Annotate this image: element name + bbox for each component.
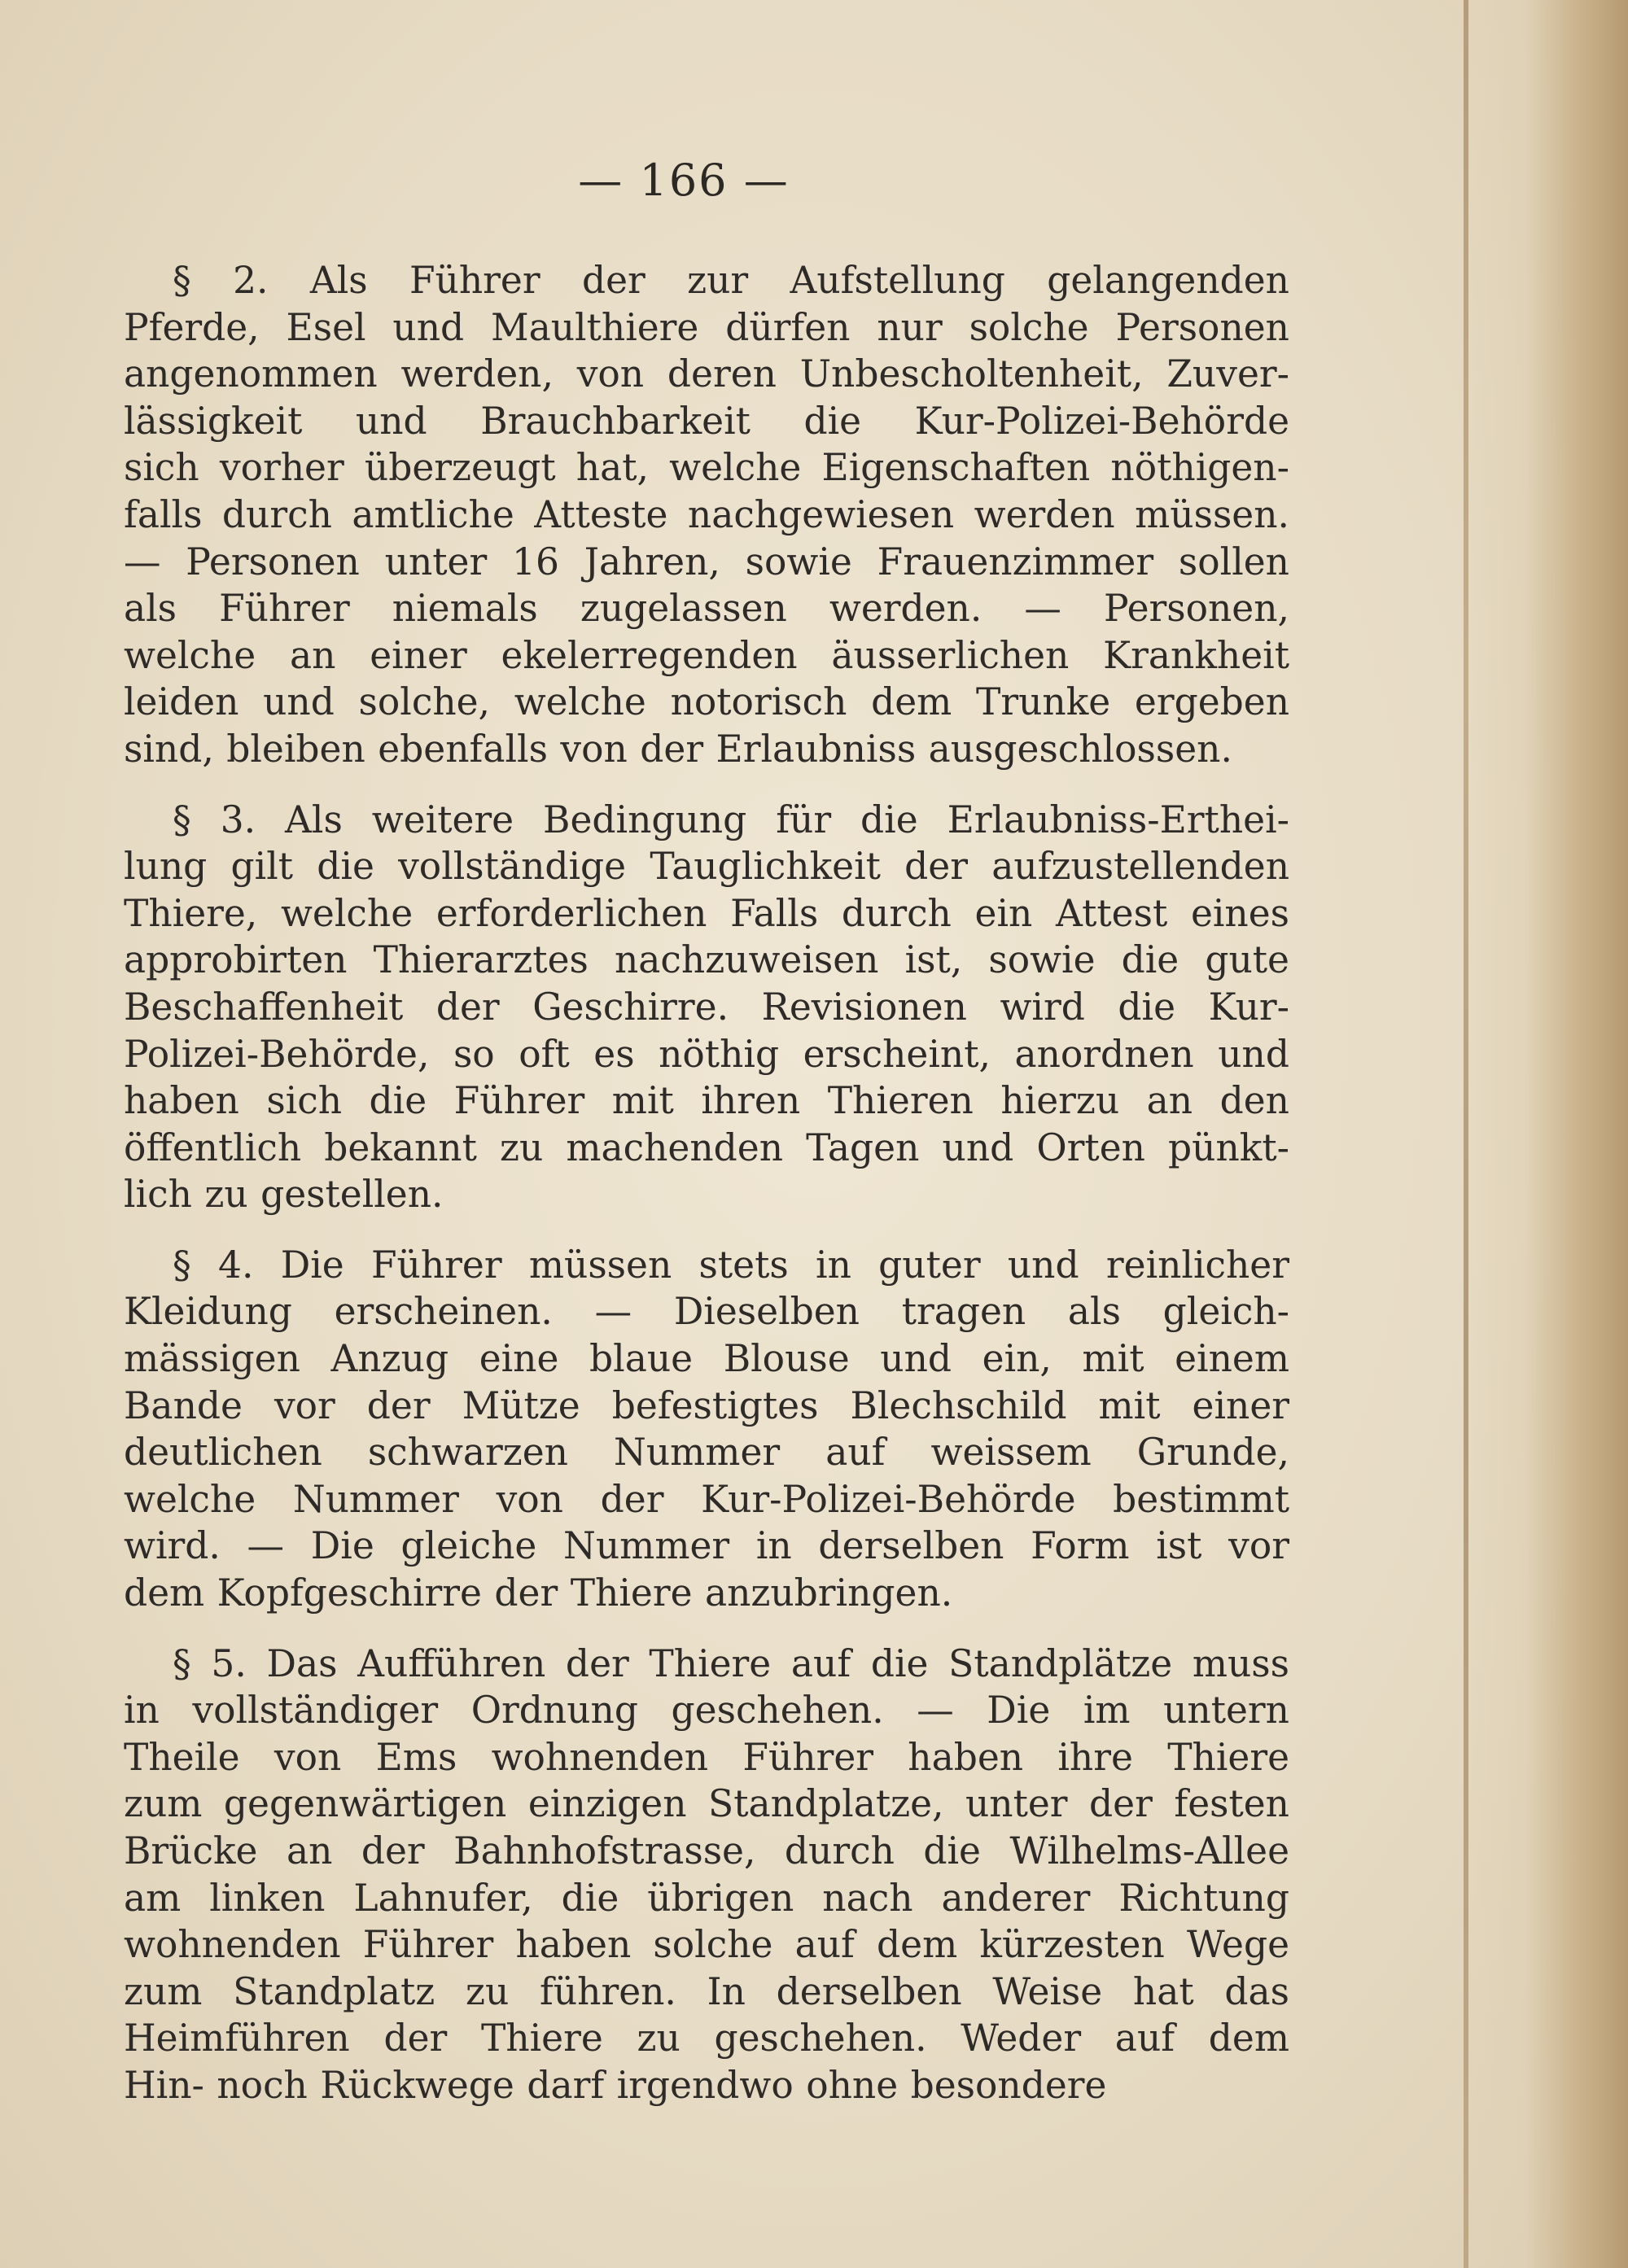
text-line: mässigen Anzug eine blaue Blouse und ein, mit einem [124,1337,1289,1381]
page-edge-shading [1457,0,1628,2268]
text-line: Hin- noch Rückwege darf irgendwo ohne besondere [124,2063,1107,2107]
text-line: — Personen unter 16 Jahren, sowie Frauenzimmer sollen [124,540,1289,583]
text-line: approbirten Thierarztes nachzuweisen ist, sowie die gute [124,938,1289,982]
text-line: Theile von Ems wohnenden Führer haben ihre Thiere [124,1735,1289,1779]
text-line: welche Nummer von der Kur-Polizei-Behörde bestimmt [124,1477,1289,1521]
text-line: lung gilt die vollständige Tauglichkeit der aufzustellenden [124,845,1289,889]
text-line: zum Standplatz zu führen. In derselben Weise hat das [124,1969,1289,2013]
text-line: welche an einer ekelerregenden äusserlichen Krankheit [124,633,1289,677]
page-number [0,155,1628,206]
text-line: angenommen werden, von deren Unbescholtenheit, Zuver- [124,352,1289,396]
text-line: Polizei-Behörde, so oft es nöthig erscheint, anordnen und [124,1032,1289,1076]
text-line: sind, bleiben ebenfalls von der Erlaubniss ausgeschlossen. [124,727,1232,771]
text-line: § 3. Als weitere Bedingung für die Erlaubniss-Erthei- [173,798,1289,841]
text-line: § 4. Die Führer müssen stets in guter und reinlicher [173,1243,1289,1287]
text-line: dem Kopfgeschirre der Thiere anzubringen. [124,1571,953,1615]
body-text [124,257,1289,2133]
paragraph-section-5 [124,1641,1289,2109]
text-line: wird. — Die gleiche Nummer in derselben Form ist vor [124,1524,1289,1568]
text-line: § 2. Als Führer der zur Aufstellung gelangenden [173,259,1289,302]
text-line: Brücke an der Bahnhofstrasse, durch die Wilhelms-Allee [124,1829,1289,1873]
paragraph-section-2 [124,257,1289,773]
text-line: § 5. Das Aufführen der Thiere auf die Standplätze muss [173,1641,1289,1685]
text-line: Thiere, welche erforderlichen Falls durch ein Attest eines [124,891,1289,935]
text-line: leiden und solche, welche notorisch dem Trunke ergeben [124,680,1289,724]
page-number-text: — 166 — [578,155,790,206]
paragraph-section-4 [124,1242,1289,1617]
text-line: wohnenden Führer haben solche auf dem kürzesten Wege [124,1923,1289,1967]
text-line: in vollständiger Ordnung geschehen. — Die im untern [124,1689,1289,1733]
text-line: als Führer niemals zugelassen werden. — Personen, [124,587,1289,631]
text-line: deutlichen schwarzen Nummer auf weissem Grunde, [124,1431,1289,1475]
paragraph-section-3 [124,797,1289,1218]
text-line: zum gegenwärtigen einzigen Standplatze, unter der festen [124,1782,1289,1826]
text-line: Beschaffenheit der Geschirre. Revisionen wird die Kur- [124,985,1289,1029]
text-line: öffentlich bekannt zu machenden Tagen und Orten pünkt- [124,1125,1289,1169]
text-line: Heimführen der Thiere zu geschehen. Weder auf dem [124,2017,1289,2060]
text-line: Kleidung erscheinen. — Dieselben tragen als gleich- [124,1290,1289,1334]
text-line: lässigkeit und Brauchbarkeit die Kur-Polizei-Behörde [124,399,1289,443]
text-line: lich zu gestellen. [124,1173,444,1217]
text-line: Bande vor der Mütze befestigtes Blechschild mit einer [124,1383,1289,1427]
text-line: Pferde, Esel und Maulthiere dürfen nur solche Personen [124,305,1289,349]
binding-edge-line [1464,0,1468,2268]
text-line: am linken Lahnufer, die übrigen nach anderer Richtung [124,1876,1289,1920]
text-line: falls durch amtliche Atteste nachgewiesen werden müssen. [124,492,1289,536]
text-line: sich vorher überzeugt hat, welche Eigenschaften nöthigen- [124,446,1289,490]
text-line: haben sich die Führer mit ihren Thieren hierzu an den [124,1079,1289,1123]
